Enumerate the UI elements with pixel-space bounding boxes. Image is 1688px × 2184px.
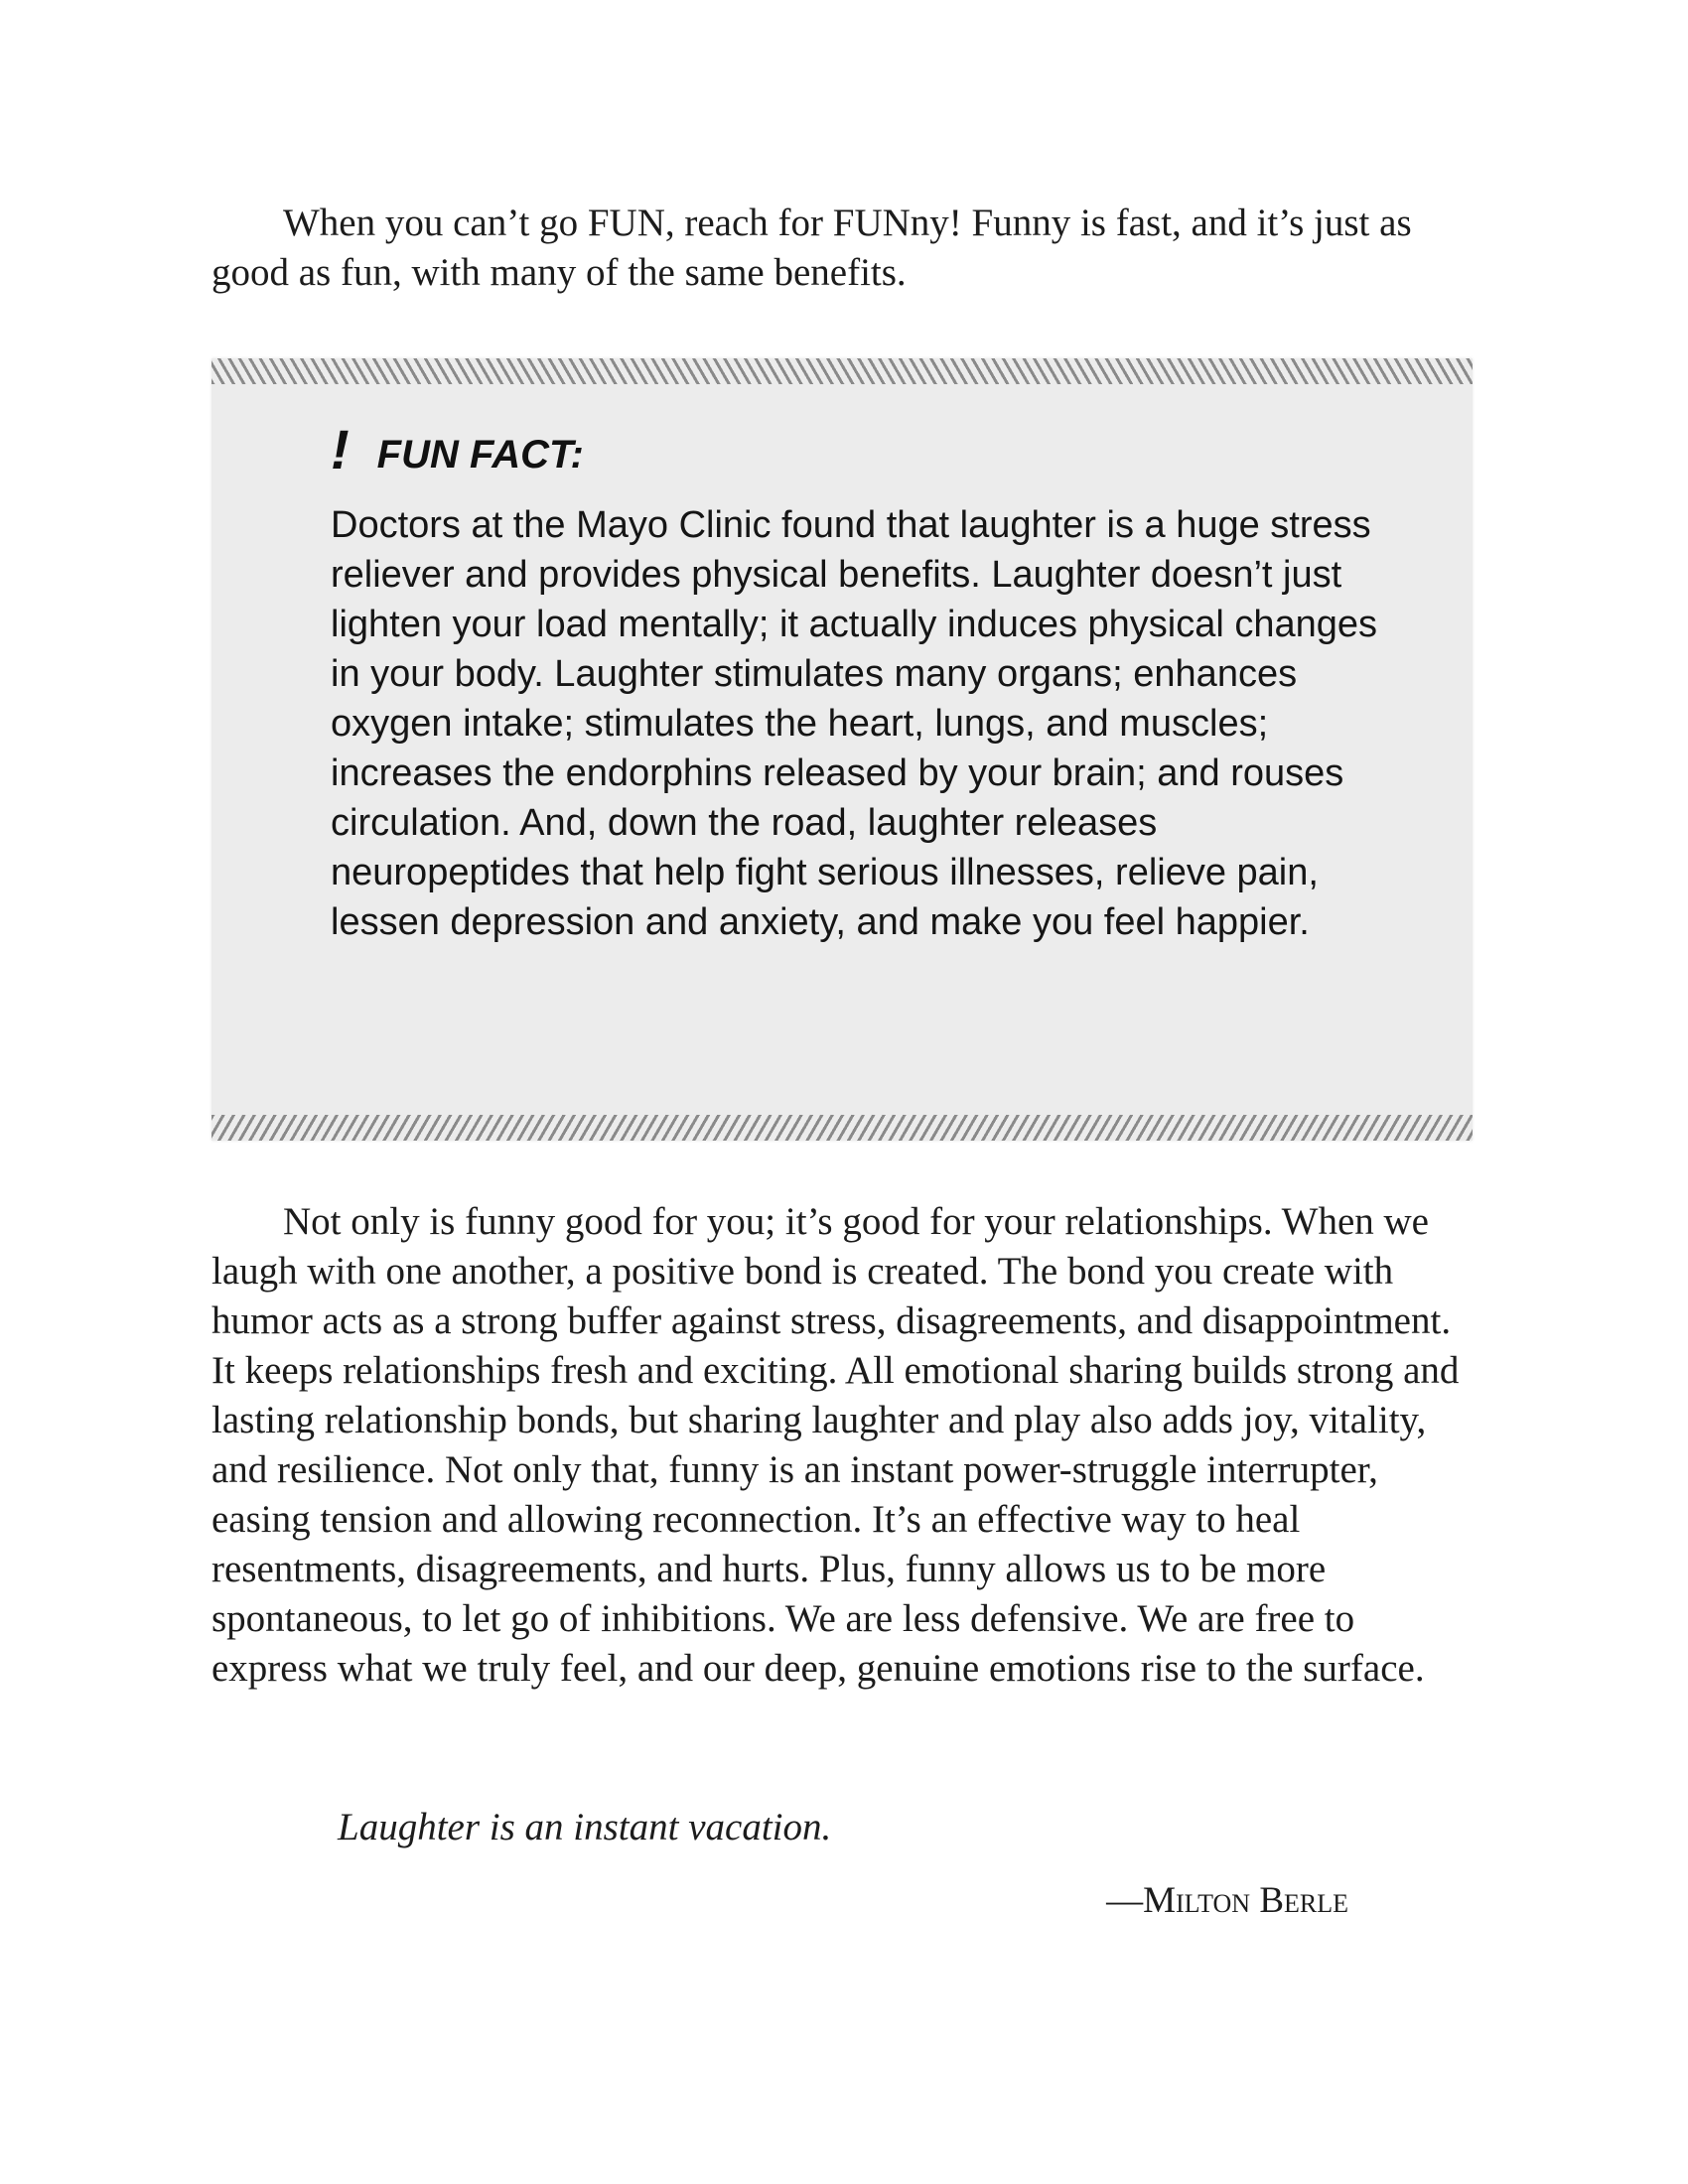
quote-text: Laughter is an instant vacation. bbox=[338, 1806, 832, 1848]
fun-fact-title: FUN FACT: bbox=[376, 433, 584, 477]
fun-fact-box bbox=[211, 358, 1473, 1141]
exclamation-icon: ! bbox=[331, 418, 350, 480]
intro-paragraph: When you can’t go FUN, reach for FUNny! Funny is fast, and it’s just as good as fun, with many of the same benefits. bbox=[211, 202, 1412, 294]
fun-fact-header bbox=[331, 418, 584, 478]
relationships-paragraph: Not only is funny good for you; it’s good for your relationships. When we laugh with one another, a positive bond is created. The bond you create with humor acts as a strong buffer against stress, disagreements, and disappointment. It keeps relationships fresh and exciting. All emotional sharing builds strong and lasting relationship bonds, but sharing laughter and play also adds joy, vitality, and resilience. Not only that, funny is an instant power-struggle interrupter, easing tension and allowing reconnection. It’s an effective way to heal resentments, disagreements, and hurts. Plus, funny allows us to be more spontaneous, to let go of inhibitions. We are less defensive. We are free to express what we truly feel, and our deep, genuine emotions rise to the surface. bbox=[211, 1200, 1460, 1690]
top-hatch-border bbox=[211, 358, 1473, 384]
fun-fact-body: Doctors at the Mayo Clinic found that laughter is a huge stress reliever and provides physical benefits. Laughter doesn’t just lighten your load mentally; it actually induces physical changes in your body. Laughter stimulates many organs; enhances oxygen intake; stimulates the heart, lungs, and muscles; increases the endorphins released by your brain; and rouses circulation. And, down the road, laughter releases neuropeptides that help fight serious illnesses, relieve pain, lessen depression and anxiety, and make you feel happier. bbox=[331, 504, 1378, 943]
bottom-hatch-border bbox=[211, 1115, 1473, 1141]
quote-attribution: —Milton Berle bbox=[1106, 1880, 1348, 1921]
